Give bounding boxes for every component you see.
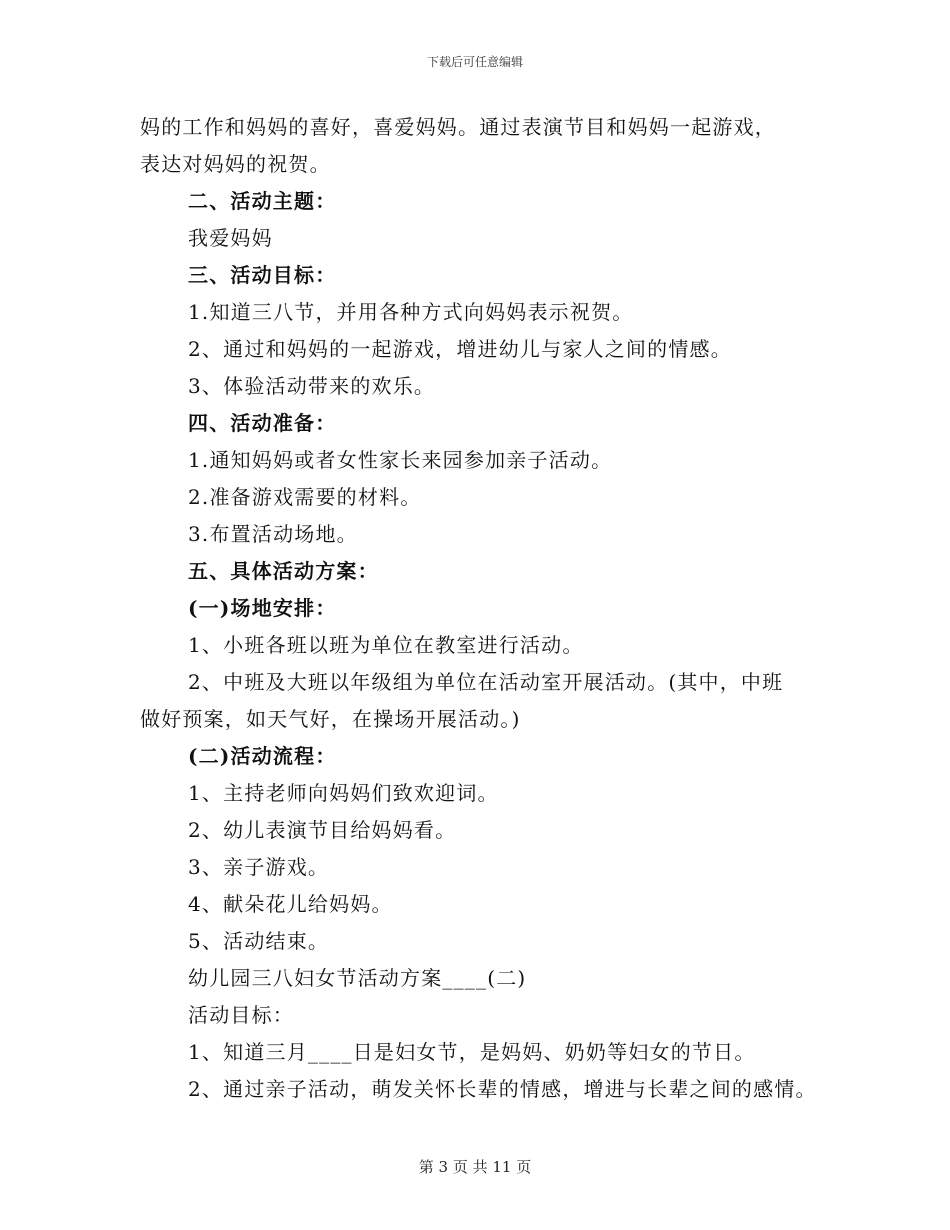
list-item: 1.通知妈妈或者女性家长来园参加亲子活动。 <box>188 448 613 472</box>
section-heading-preparation: 四、活动准备： <box>188 411 337 435</box>
theme-text: 我爱妈妈 <box>188 226 273 250</box>
section-heading-plan: 五、具体活动方案： <box>188 559 379 583</box>
list-item: 2.准备游戏需要的材料。 <box>188 485 422 509</box>
list-item: 2、幼儿表演节目给妈妈看。 <box>188 818 457 842</box>
list-item: 1.知道三八节，并用各种方式向妈妈表示祝贺。 <box>188 300 634 324</box>
list-item: 1、知道三月____日是妇女节，是妈妈、奶奶等妇女的节日。 <box>188 1040 756 1064</box>
list-item: 3.布置活动场地。 <box>188 522 358 546</box>
page-header: 下载后可任意编辑 <box>426 55 523 69</box>
subsection-heading-process: (二)活动流程： <box>188 744 337 768</box>
list-item: 2、中班及大班以年级组为单位在活动室开展活动。(其中，中班 <box>188 670 784 694</box>
section-heading-theme: 二、活动主题： <box>188 189 337 213</box>
list-item: 2、通过亲子活动，萌发关怀长辈的情感，增进与长辈之间的感情。 <box>188 1077 817 1101</box>
document-title-part-two: 幼儿园三八妇女节活动方案____(二) <box>188 966 527 990</box>
list-item: 1、主持老师向妈妈们致欢迎词。 <box>188 781 499 805</box>
section-heading-goals: 三、活动目标： <box>188 263 337 287</box>
paragraph-line: 表达对妈妈的祝贺。 <box>140 152 331 176</box>
list-item: 3、体验活动带来的欢乐。 <box>188 374 436 398</box>
paragraph-line: 做好预案，如天气好，在操场开展活动。) <box>140 707 521 731</box>
page-number: 第 3 页 共 11 页 <box>418 1158 532 1176</box>
subsection-heading-venue: (一)场地安排： <box>188 596 337 620</box>
goals-label: 活动目标： <box>188 1003 294 1027</box>
list-item: 1、小班各班以班为单位在教室进行活动。 <box>188 633 584 657</box>
list-item: 5、活动结束。 <box>188 929 330 953</box>
list-item: 3、亲子游戏。 <box>188 855 330 879</box>
list-item: 4、献朵花儿给妈妈。 <box>188 892 393 916</box>
paragraph-line: 妈的工作和妈妈的喜好，喜爱妈妈。通过表演节目和妈妈一起游戏， <box>140 115 776 139</box>
list-item: 2、通过和妈妈的一起游戏，增进幼儿与家人之间的情感。 <box>188 337 732 361</box>
